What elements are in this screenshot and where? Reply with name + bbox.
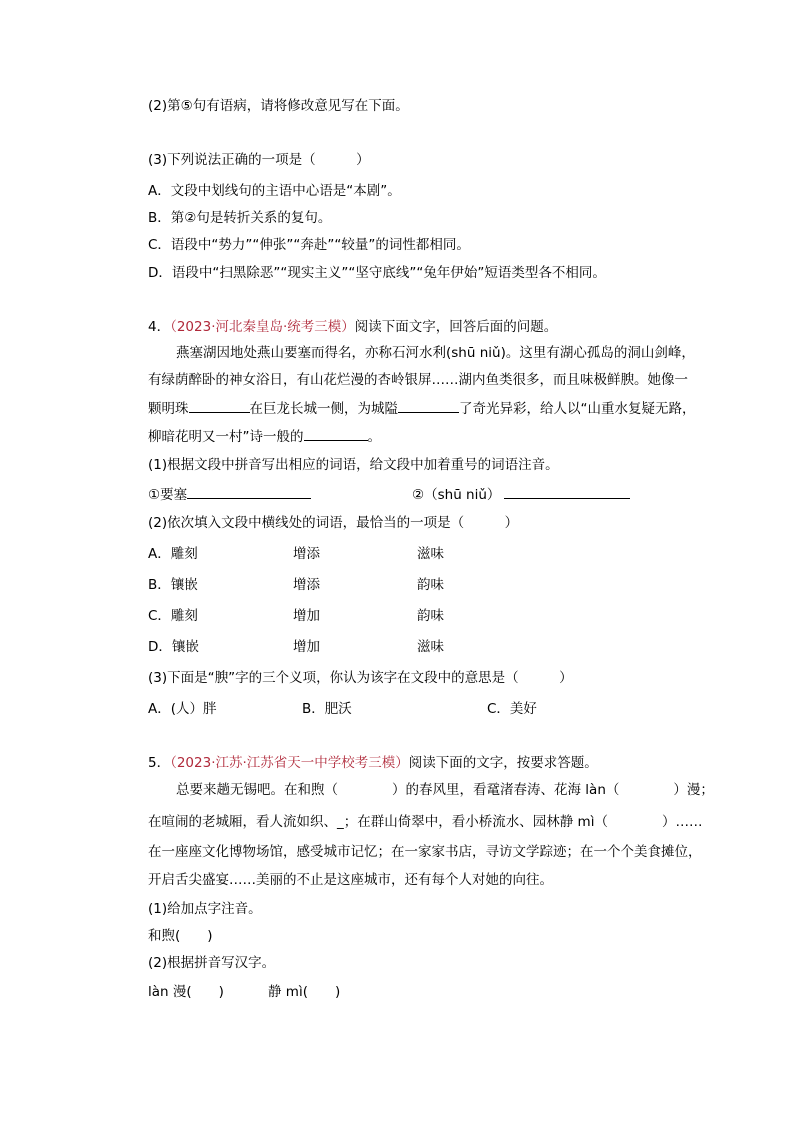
q5-sub1: (1)给加点字注音。 bbox=[148, 901, 262, 917]
q4-option-a: A．雕刻 bbox=[148, 546, 198, 562]
q3-option-c: C．语段中“势力”“伸张”“奔赴”“较量”的词性都相同。 bbox=[148, 237, 470, 253]
q4-option-a-word2: 增添 bbox=[293, 546, 320, 562]
q4-meaning-a: A．(人）胖 bbox=[148, 701, 217, 717]
q4-header bbox=[148, 317, 557, 337]
q4-option-b-word2: 增添 bbox=[293, 577, 320, 593]
q5-text-line2: 在喧闹的老城厢，看人流如织、_；在群山倚翠中，看小桥流水、园林静 mì（ ）…… bbox=[148, 814, 703, 830]
q4-option-c-word2: 增加 bbox=[293, 608, 320, 624]
q4-option-d-word3: 滋味 bbox=[417, 639, 444, 655]
q4-text-line3 bbox=[148, 398, 696, 419]
q4-option-c-word3: 韵味 bbox=[417, 608, 444, 624]
q5-text-line1: 总要来趟无锡吧。在和煦（ ）的春风里，看鼋渚春涛、花海 làn（ ）漫； bbox=[176, 782, 714, 798]
q4-text-seg: 。 bbox=[367, 429, 381, 445]
q4-sub1-a-label: ①要塞 bbox=[148, 487, 188, 503]
q5-text-line4: 开启舌尖盛宴……美丽的不止是这座城市，还有每个人对她的向往。 bbox=[148, 872, 553, 888]
q3-option-b: B．第②句是转折关系的复句。 bbox=[148, 210, 332, 226]
fill-blank-3[interactable] bbox=[304, 426, 368, 441]
q4-option-c: C．雕刻 bbox=[148, 608, 198, 624]
q4-option-a-word3: 滋味 bbox=[417, 546, 444, 562]
fill-blank-2[interactable] bbox=[398, 398, 459, 413]
q4-text-seg: 在巨龙长城一侧，为城隘 bbox=[249, 401, 398, 417]
q4-sub2: (2)依次填入文段中横线处的词语，最恰当的一项是（ ） bbox=[148, 515, 519, 531]
q4-sub1: (1)根据文段中拼音写出相应的词语，给文段中加着重号的词语注音。 bbox=[148, 457, 559, 473]
answer-blank-shuniu[interactable] bbox=[504, 484, 630, 499]
q4-sub1-b bbox=[412, 484, 630, 505]
q5-number: 5． bbox=[148, 755, 171, 771]
q5-text-line3: 在一座座文化博物场馆，感受城市记忆；在一家家书店，寻访文学踪迹；在一个个美食摊位， bbox=[148, 844, 702, 860]
q5-sub2-b: 静 mì( ) bbox=[268, 984, 341, 1000]
q4-sub1-a bbox=[148, 484, 311, 505]
q4-number: 4． bbox=[148, 319, 171, 335]
q3-sub3: (3)下列说法正确的一项是（ ） bbox=[148, 152, 370, 168]
q4-text-seg: 柳暗花明又一村”诗一般的 bbox=[148, 429, 304, 445]
q4-text-seg: 颗明珠 bbox=[148, 401, 189, 417]
q4-option-d-word2: 增加 bbox=[293, 639, 320, 655]
q5-header bbox=[148, 753, 598, 773]
q4-stem: 阅读下面文字，回答后面的问题。 bbox=[354, 319, 558, 335]
q4-meaning-b: B．肥沃 bbox=[302, 701, 352, 717]
q5-sub2-a: làn 漫( ) bbox=[148, 984, 224, 1000]
q3-option-a: A．文段中划线句的主语中心语是“本剧”。 bbox=[148, 183, 401, 199]
q4-text-seg: 了奇光异彩，给人以“山重水复疑无路， bbox=[459, 401, 696, 417]
q4-text-line4 bbox=[148, 426, 381, 447]
answer-blank-yaosai[interactable] bbox=[187, 484, 311, 499]
q4-option-b: B．镶嵌 bbox=[148, 577, 198, 593]
q4-sub1-b-label: ②（shū niǔ） bbox=[412, 487, 501, 503]
q4-option-b-word3: 韵味 bbox=[417, 577, 444, 593]
q5-sub2: (2)根据拼音写汉字。 bbox=[148, 955, 276, 971]
q4-meaning-c: C．美好 bbox=[487, 701, 537, 717]
q3-sub2: (2)第⑤句有语病，请将修改意见写在下面。 bbox=[148, 98, 409, 114]
q4-sub3: (3)下面是“腴”字的三个义项，你认为该字在文段中的意思是（ ） bbox=[148, 670, 573, 686]
q4-text-line2: 有绿荫醉卧的神女浴日，有山花烂漫的杏岭银屏……湖内鱼类很多，而且味极鲜腴。她像一 bbox=[148, 372, 688, 388]
q5-sub1-answer: 和煦( ) bbox=[148, 928, 213, 944]
q5-stem: 阅读下面的文字，按要求答题。 bbox=[408, 755, 598, 771]
q4-source: （2023·河北秦皇岛·统考三模） bbox=[170, 319, 355, 335]
q5-source: （2023·江苏·江苏省天一中学校考三模） bbox=[170, 755, 409, 771]
q4-option-d: D．镶嵌 bbox=[148, 639, 199, 655]
fill-blank-1[interactable] bbox=[189, 398, 250, 413]
q3-option-d: D．语段中“扫黑除恶”“现实主义”“坚守底线”“兔年伊始”短语类型各不相同。 bbox=[148, 265, 606, 281]
q4-text-line1: 燕塞湖因地处燕山要塞而得名，亦称石河水利(shū niǔ)。这里有湖心孤岛的洞山剑峰， bbox=[176, 345, 695, 361]
